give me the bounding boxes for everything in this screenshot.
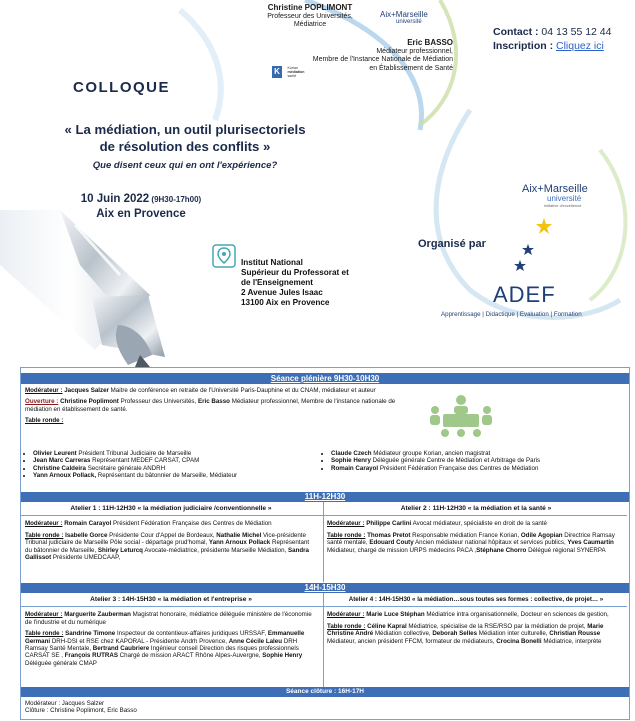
label: Modérateur : [25, 611, 63, 619]
list-item [331, 465, 630, 472]
program-table [20, 367, 630, 720]
contact-phone[interactable]: 04 13 55 12 44 [541, 26, 612, 38]
band-14h: 14H-15H30 [21, 583, 629, 593]
venue-line: de l'Enseignement [241, 278, 314, 287]
cloture-moderateur: Modérateur : Jacques Salzer [25, 700, 105, 707]
person-name: Christian Rousse [549, 630, 601, 638]
atelier-1 [25, 505, 317, 565]
person-name: Marie Luce Stéphan [364, 611, 425, 619]
person-desc: Représentant du bâtonnier de Marseille, Médiateur [96, 472, 238, 480]
band-pleniere: Séance plénière 9H30-10H30 [21, 373, 629, 384]
person-desc: DRH Ramsay Santé Mentale, [25, 637, 298, 653]
organise-par-label: Organisé par [418, 238, 486, 250]
person-name: Yves Caumartin [567, 539, 614, 547]
person-name: Bertrand Caubriere [92, 645, 150, 653]
pleniere-intro [25, 387, 415, 425]
person-name: Romain Carayol [62, 520, 112, 528]
person-name: Shirley Leturcq [97, 546, 143, 554]
person-name: Jean Marc Carreras [33, 457, 91, 465]
amu-logo-text: Aix+Marseille [522, 183, 588, 195]
person-desc: Médiatrice, interprète [541, 637, 602, 645]
person-name: Edouard Couty [369, 539, 414, 547]
adef-stars-icon [510, 216, 556, 280]
date-text: 10 Juin 2022 [80, 193, 150, 205]
inscription-link[interactable]: Cliquez ici [556, 40, 604, 52]
speaker-title: Médiateur professionnel, [376, 47, 453, 55]
person-name: Céline Kapral [367, 622, 407, 630]
label: Ouverture : [25, 398, 59, 406]
person-desc: Médiatrice intra organisationnelle, Docteur en sciences de gestion, [424, 611, 609, 619]
person-name: Claude Czech [331, 450, 372, 457]
person-name: Christine Caldeira [33, 464, 86, 472]
person-desc: Président Tribunal Judiciaire de Marseille [76, 450, 192, 457]
person-name: Odile Agopian [520, 531, 563, 539]
person-desc: Présidente UMEDCAAP, [51, 554, 121, 562]
logo-k-text: santé [287, 74, 297, 79]
adef-logo-tagline: Apprentissage | Didactique | Evaluation | Formation [441, 311, 582, 318]
atelier-1-title: Atelier 1 : 11H-12H30 « la médiation judiciaire /conventionnelle » [70, 505, 272, 512]
person-name: Sandra Gallissot [25, 546, 309, 562]
speaker-name: Christine POPLIMONT [267, 3, 353, 12]
person-desc: Responsable médiation France Korian, [410, 531, 521, 539]
person-desc: DRH-DSI et RSE chez KAPORAL - Présidente Andrh Provence, [50, 637, 229, 645]
venue-line: Supérieur du Professorat et [241, 268, 349, 277]
speaker-poplimont [255, 4, 365, 30]
person-name: Olivier Leurent [33, 450, 77, 457]
label: Modérateur : [25, 387, 63, 394]
list-item [33, 450, 323, 457]
meeting-table-icon [421, 392, 501, 438]
inscription-label: Inscription : [493, 40, 556, 52]
person-name: Sophie Henry [331, 457, 371, 465]
person-desc: Avocate-médiatrice, présidente Marseille Médiation, [142, 546, 288, 554]
contact-label: Contact : [493, 26, 542, 38]
contact-block [493, 25, 612, 53]
map-pin-icon [212, 244, 236, 268]
k-icon: K [272, 66, 282, 78]
cloture-info [25, 700, 425, 715]
person-name: Deborah Selles [432, 630, 478, 638]
person-desc: Représentant MEDEF CARSAT, CPAM [90, 457, 200, 465]
person-desc: Maitre de conférence en retraite de l'Université Paris-Dauphine et du CNAM, médiateur et auteur [108, 387, 376, 394]
person-desc: Inspecteur de contentieux-affaires juridiques URSSAF, [115, 630, 268, 638]
speaker-title: Professeur des Universités, [267, 12, 353, 20]
person-desc: Magistrat honoraire, médiatrice déléguée ministère de l'économie de l'industrie et du numérique [25, 611, 312, 626]
speaker-title: Médiatrice [293, 21, 327, 28]
person-desc: Déléguée générale CMAP [25, 659, 97, 667]
label: Table ronde : [25, 417, 64, 425]
person-desc: Déléguée générale Centre de Médiation et Arbitrage de Paris [370, 457, 541, 465]
person-desc: Médiateur, chargé de mission URPS médecins PACA , [327, 546, 477, 554]
person-name: François RUTRAS [64, 652, 118, 660]
title-line: « La médiation, un outil plurisectoriels [64, 122, 306, 137]
person-desc: Vice-présidente Tribunal judiciaire de Marseille Pôle social - départage prud'homal, [25, 531, 306, 547]
amu-logo-subtext: université [547, 194, 582, 203]
label: Table ronde : [327, 622, 366, 630]
band-11h: 11H-12H30 [21, 492, 629, 502]
amu-logo-text: Aix+Marseille [380, 10, 428, 19]
atelier-2-title: Atelier 2 : 11H-12H30 « la médiation et la santé » [400, 505, 552, 512]
person-desc: Avocat médiateur, spécialiste en droit de la santé [411, 520, 547, 528]
pleniere-table-ronde-left [25, 450, 323, 480]
adef-logo-name: ADEF [493, 282, 556, 307]
person-name: Yann Arnoux Pollack, [33, 472, 97, 480]
event-subtitle: Que disent ceux qui en ont l'expérience? [92, 160, 278, 171]
person-name: Stéphane Chorro [476, 546, 527, 554]
list-item [33, 457, 323, 464]
venue-address [241, 258, 349, 308]
person-name: Philippe Carlini [364, 520, 412, 528]
person-name: Sandrine Timone [65, 630, 116, 638]
person-name: Sophie Henry [262, 652, 303, 660]
person-desc: Directrice Ramsay santé mentale, [327, 531, 615, 547]
person-desc: Président Fédération Française des Centres de Médiation [378, 464, 539, 472]
list-item [33, 465, 323, 472]
person-desc: Professeur des Universités, [118, 398, 198, 406]
person-name: Yann Arnoux Pollack [208, 539, 271, 547]
person-name: Marguerite Zauberman [62, 611, 131, 619]
person-desc: Représentant du bâtonnier de Marseille, [25, 539, 310, 554]
colloque-heading: COLLOQUE [73, 79, 170, 96]
cloture-line: Clôture : Christine Poplimont, Eric Basso [25, 707, 137, 715]
hours-text: (9H30-17h00) [149, 195, 202, 204]
person-name: Emmanuelle Germani [25, 630, 305, 645]
atelier-4-title: Atelier 4 : 14H-15H30 « la médiation…sous toutes ses formes : collective, de projet… » [348, 596, 604, 603]
person-name: Thomas Pretot [367, 531, 411, 539]
person-name: Romain Carayol [331, 464, 379, 472]
event-title [60, 121, 310, 155]
person-desc: Médiateur professionnel, Membre de l'instance nationale de médiation en établissement de santé. [25, 398, 396, 413]
speaker-name: Eric BASSO [407, 38, 453, 47]
title-line: de résolution des conflits » [99, 139, 271, 154]
person-name: Christine Poplimont [58, 398, 119, 406]
list-item [331, 457, 630, 464]
amu-logo-small [380, 10, 440, 25]
label: Modérateur : [327, 611, 365, 619]
venue-line: 2 Avenue Jules Isaac [241, 288, 323, 297]
person-desc: Présidente Cour d'Appel de Bordeaux, [107, 531, 217, 539]
person-desc: Médiateur, ancien président FFCM, formateur de médiateurs, [327, 637, 497, 645]
list-item [331, 450, 630, 457]
person-desc: Médiation collective, [373, 630, 433, 638]
atelier-2 [327, 505, 625, 558]
amu-logo-tagline: initiative d'excellence [544, 203, 582, 208]
person-name: Eric Basso [197, 398, 230, 406]
person-desc: Médiateur groupe Korian, ancien magistrat [371, 450, 491, 457]
person-desc: Médiation inter culturelle, [477, 630, 550, 638]
label: Table ronde : [25, 630, 64, 638]
person-desc: Ancien médiateur national hôpitaux et services publics, [413, 539, 568, 547]
atelier-4 [327, 596, 625, 649]
label: Table ronde : [25, 531, 64, 539]
person-name: Nathalie Michel [216, 531, 262, 539]
label: Table ronde : [327, 531, 366, 539]
pen-illustration [0, 205, 220, 367]
speaker-title: Membre de l'Instance Nationale de Médiation [312, 56, 453, 63]
speaker-title: en Établissement de Santé [369, 64, 453, 72]
person-name: Marie Christine André [327, 622, 604, 638]
logo-k-text: médiation [287, 70, 305, 75]
list-item [33, 472, 323, 479]
label: Modérateur : [327, 520, 365, 528]
person-desc: Médiatrice, spécialise de la RSE/RSO par la médiation de projet, [406, 622, 588, 630]
venue-line: Institut National [241, 258, 303, 267]
venue-line: 13100 Aix en Provence [241, 298, 330, 307]
label: Modérateur : [25, 520, 63, 528]
korian-mediation-logo [272, 66, 312, 84]
person-name: Crocina Bonelli [496, 637, 542, 645]
atelier-3-title: Atelier 3 : 14H-15H30 « la médiation et l'entreprise » [90, 596, 252, 603]
person-desc: Secrétaire générale ANDRH [85, 464, 166, 472]
logo-k-text: Korian [287, 66, 298, 70]
person-desc: Délégué régional SYNERPA [526, 546, 606, 554]
band-cloture: Séance clôture : 16H-17H [21, 687, 629, 697]
person-desc: Président Fédération Française des Centres de Médiation [111, 520, 272, 528]
amu-logo-large [522, 183, 622, 208]
person-desc: Chargé de mission ARACT Rhône Alpes-Auvergne, [117, 652, 263, 660]
amu-logo-subtext: université [396, 19, 422, 25]
atelier-3 [25, 596, 317, 671]
city-text: Aix en Provence [96, 208, 186, 220]
person-name: Anne Cécile Laleu [228, 637, 283, 645]
pleniere-table-ronde-right [323, 450, 630, 472]
person-desc: Ingénieur conseil Direction des risques professionnels CARSAT SE , [25, 645, 299, 660]
person-name: Isabelle Gorce [65, 531, 108, 539]
person-name: Jacques Salzer [62, 387, 109, 394]
